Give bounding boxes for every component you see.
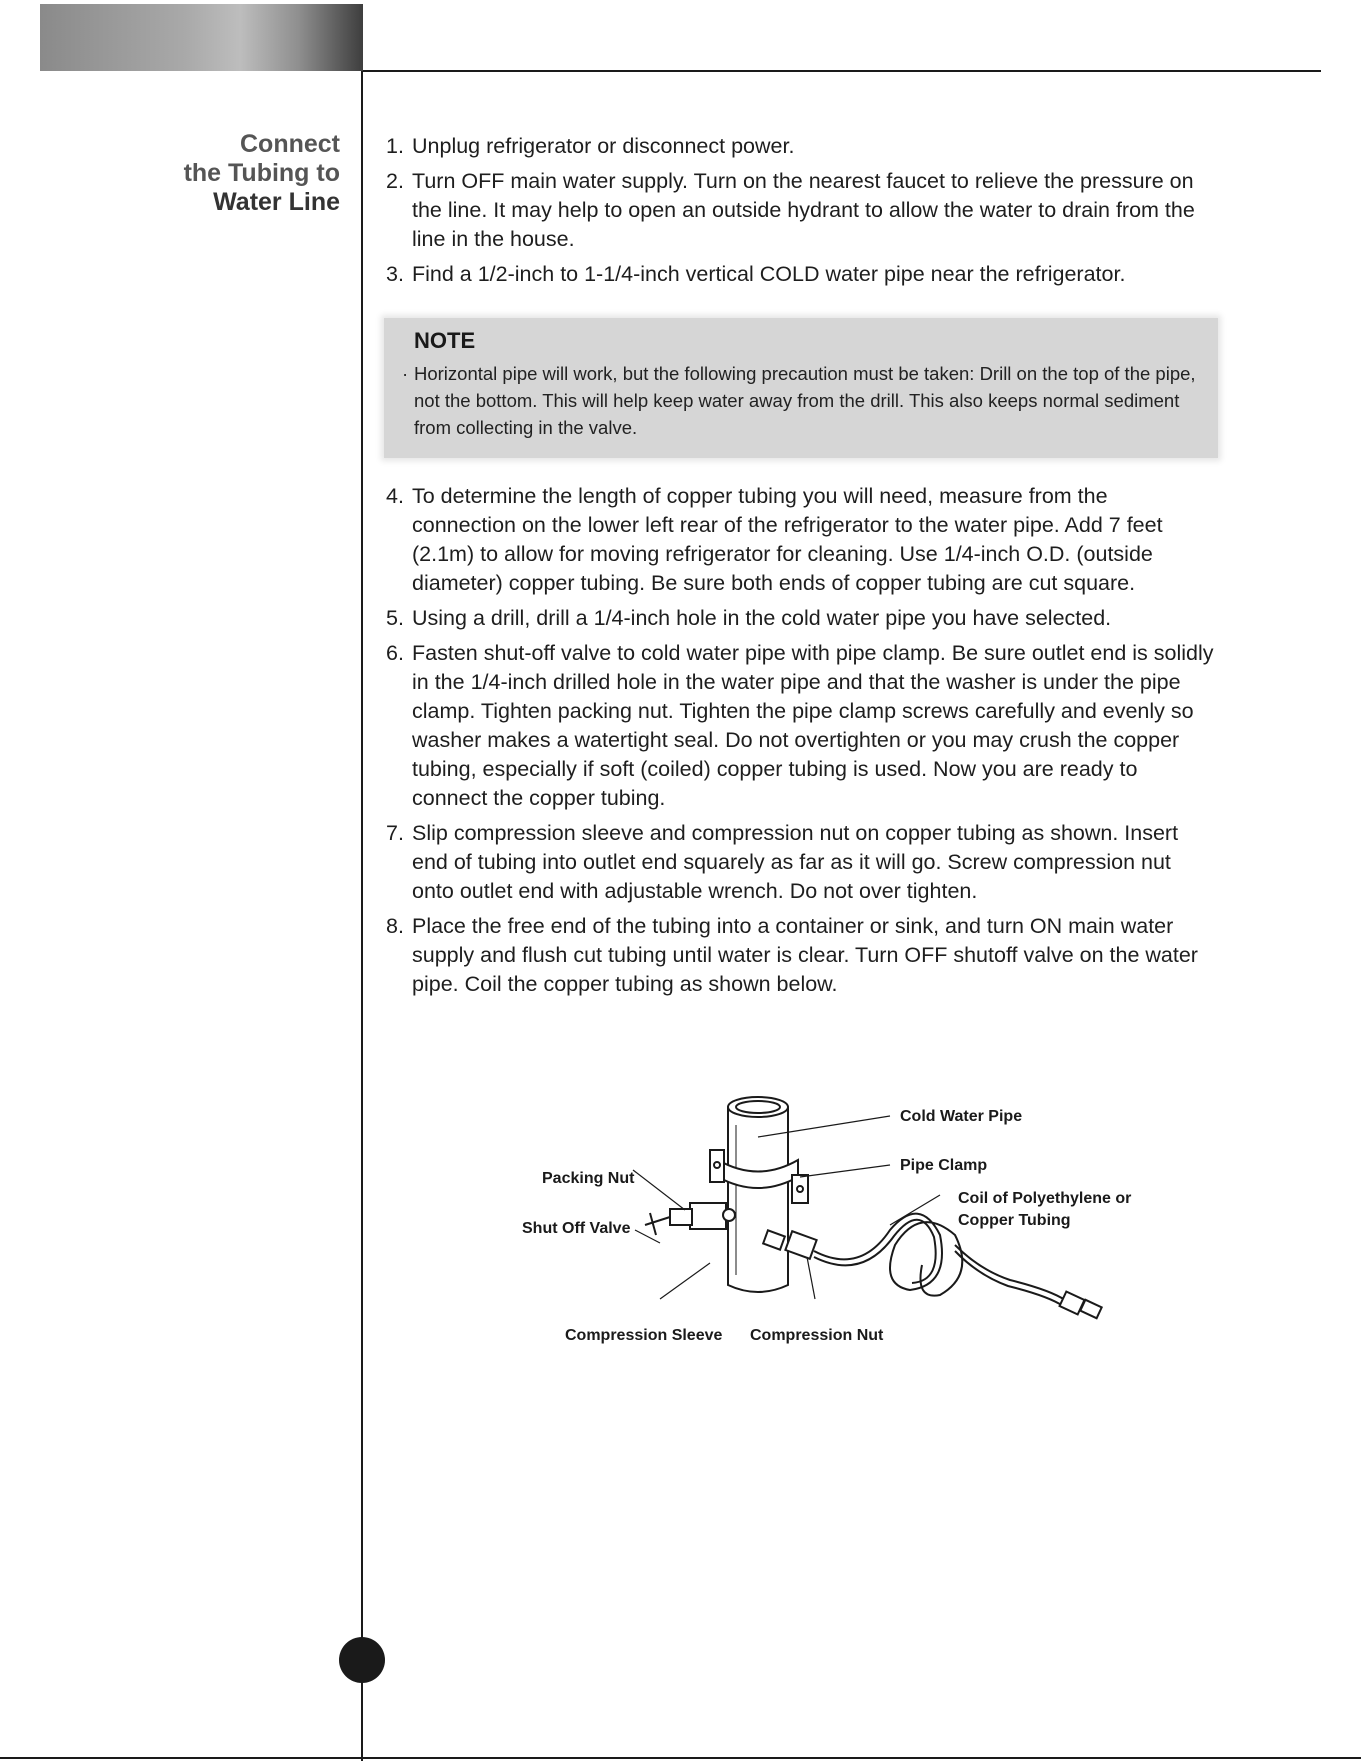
step-text: To determine the length of copper tubing you will need, measure from the connection on the lower left rear of the refrigerator to the water pipe. Add 7 feet (2.1m) to allow for moving refrigerator for cleaning. Use 1/4-inch O.D. (outside diameter) copper tubing. Be sure both ends of copper tubing are cut square. bbox=[412, 484, 1163, 595]
step-text: Slip compression sleeve and compression nut on copper tubing as shown. Insert end of tubing into outlet end squarely as far as it will go. Screw compression nut onto outlet end with adjustable wrench. Do not over tighten. bbox=[412, 821, 1179, 903]
label-pipe-clamp: Pipe Clamp bbox=[900, 1157, 988, 1174]
step-text: Place the free end of the tubing into a container or sink, and turn ON main water supply and flush cut tubing until water is clear. Turn OFF shutoff valve on the water pipe. Coil the copper tubing as shown below. bbox=[412, 914, 1198, 996]
tubing-coil-shape bbox=[814, 1214, 1102, 1319]
shut-off-valve-shape bbox=[645, 1203, 735, 1235]
page-marker-dot bbox=[339, 1637, 385, 1683]
header-tab bbox=[40, 4, 363, 71]
step-item bbox=[386, 604, 1216, 633]
label-coil-line2: Copper Tubing bbox=[958, 1212, 1071, 1229]
step-number: 6. bbox=[386, 641, 404, 665]
step-number: 8. bbox=[386, 914, 404, 938]
step-text: Fasten shut-off valve to cold water pipe with pipe clamp. Be sure outlet end is solidly in the 1/4-inch drilled hole in the water pipe and that the washer is under the pipe clamp. Tighten packing nut. Tighten the pipe clamp screws carefully and evenly so washer makes a watertight seal. Do not overtighten or you may crush the copper tubing, especially if soft (coiled) copper tubing is used. Now you are ready to connect the copper tubing. bbox=[412, 641, 1214, 810]
margin-vertical-rule bbox=[361, 71, 363, 1761]
step-item bbox=[386, 482, 1216, 598]
step-text: Find a 1/2-inch to 1-1/4-inch vertical COLD water pipe near the refrigerator. bbox=[412, 262, 1126, 286]
step-item bbox=[386, 132, 1216, 161]
note-body bbox=[402, 360, 1204, 441]
footer-rule bbox=[0, 1757, 1361, 1759]
label-compression-sleeve: Compression Sleeve bbox=[565, 1327, 723, 1344]
steps-list-after-note bbox=[386, 482, 1216, 1005]
note-title: NOTE bbox=[414, 328, 476, 353]
section-title-line: Connect bbox=[240, 130, 340, 158]
step-number: 2. bbox=[386, 169, 404, 193]
label-coil-line1: Coil of Polyethylene or bbox=[958, 1190, 1132, 1207]
step-number: 4. bbox=[386, 484, 404, 508]
step-item bbox=[386, 260, 1216, 289]
step-item bbox=[386, 167, 1216, 254]
label-shut-off-valve: Shut Off Valve bbox=[522, 1220, 631, 1237]
section-title-line: the Tubing to bbox=[183, 159, 340, 187]
label-compression-nut: Compression Nut bbox=[750, 1327, 884, 1344]
step-item bbox=[386, 639, 1216, 813]
note-bullet: · bbox=[402, 363, 409, 384]
step-item bbox=[386, 819, 1216, 906]
step-number: 3. bbox=[386, 262, 404, 286]
step-item bbox=[386, 912, 1216, 999]
water-line-diagram bbox=[510, 1085, 1150, 1355]
step-text: Using a drill, drill a 1/4-inch hole in the cold water pipe you have selected. bbox=[412, 606, 1112, 630]
section-title bbox=[100, 130, 340, 217]
step-number: 5. bbox=[386, 606, 404, 630]
steps-list-before-note bbox=[386, 132, 1216, 295]
note-box bbox=[384, 318, 1218, 458]
step-number: 7. bbox=[386, 821, 404, 845]
step-number: 1. bbox=[386, 134, 404, 158]
step-text: Unplug refrigerator or disconnect power. bbox=[412, 134, 795, 158]
cold-water-pipe-shape bbox=[728, 1097, 788, 1292]
header-rule bbox=[363, 70, 1321, 72]
section-title-line: Water Line bbox=[213, 188, 340, 216]
note-text: Horizontal pipe will work, but the following precaution must be taken: Drill on the top of the pipe, not the bottom. This will help keep water away from the drill. This also keeps normal sediment from collecting in the valve. bbox=[414, 363, 1196, 438]
label-packing-nut: Packing Nut bbox=[542, 1170, 635, 1187]
step-text: Turn OFF main water supply. Turn on the nearest faucet to relieve the pressure on the line. It may help to open an outside hydrant to allow the water to drain from the line in the house. bbox=[412, 169, 1195, 251]
label-cold-water-pipe: Cold Water Pipe bbox=[900, 1108, 1023, 1125]
